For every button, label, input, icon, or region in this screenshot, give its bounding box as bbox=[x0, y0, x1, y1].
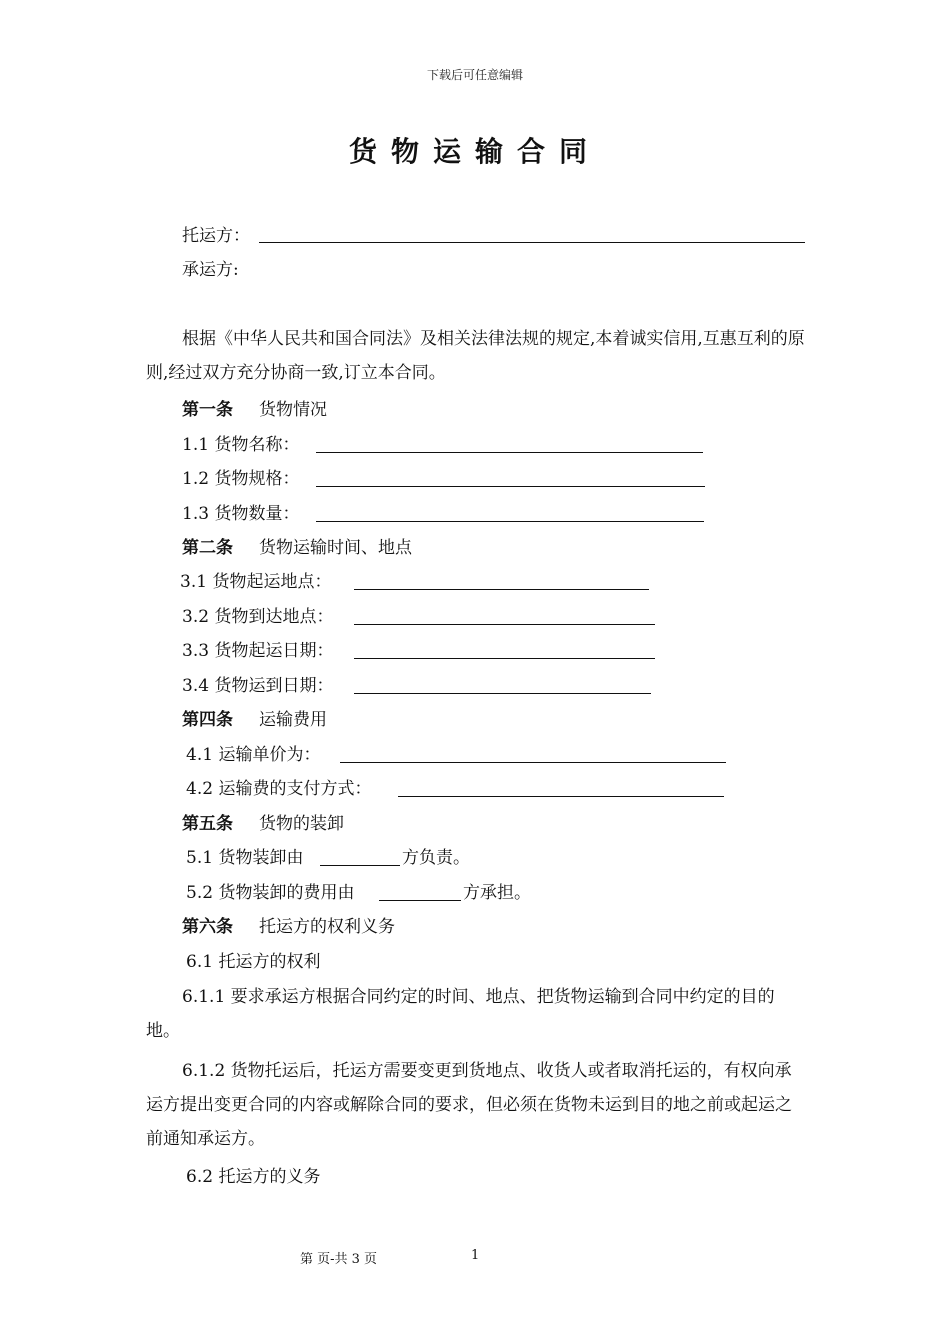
footer-page-text: 第 页-共 3 页 bbox=[300, 1252, 378, 1267]
article2-heading: 第二条 bbox=[182, 538, 233, 558]
article4-heading: 第四条 bbox=[182, 710, 233, 730]
paragraph-6-1-1: 6.1.1 要求承运方根据合同约定的时间、地点、把货物运输到合同中约定的目的地。 bbox=[146, 987, 775, 1041]
blank-5-1[interactable] bbox=[320, 865, 400, 866]
blank-1-3[interactable] bbox=[316, 521, 704, 522]
carrier-label: 承运方: bbox=[182, 260, 239, 280]
blank-1-1[interactable] bbox=[316, 452, 703, 453]
item-3-4: 3.4 货物运到日期： bbox=[182, 676, 334, 696]
blank-3-3[interactable] bbox=[354, 658, 655, 659]
item-4-1: 4.1 运输单价为： bbox=[186, 745, 321, 765]
article1-heading: 第一条 bbox=[182, 400, 233, 420]
article6-title: 托运方的权利义务 bbox=[259, 917, 395, 937]
article6-heading: 第六条 bbox=[182, 917, 233, 937]
item-5-1-pre: 5.1 货物装卸由 bbox=[186, 848, 304, 868]
header-note: 下载后可任意编辑 bbox=[426, 68, 523, 82]
blank-4-1[interactable] bbox=[340, 762, 726, 763]
item-5-2-post: 方承担。 bbox=[463, 883, 531, 903]
blank-3-4[interactable] bbox=[354, 693, 651, 694]
article1-title: 货物情况 bbox=[259, 400, 327, 420]
article5-title: 货物的装卸 bbox=[259, 814, 344, 834]
footer-page-number: 1 bbox=[471, 1248, 480, 1263]
item-5-1-post: 方负责。 bbox=[402, 848, 470, 868]
subsection-6-2: 6.2 托运方的义务 bbox=[186, 1167, 321, 1187]
shipper-label: 托运方： bbox=[182, 226, 250, 246]
paragraph-6-1-2: 6.1.2 货物托运后，托运方需要变更到货地点、收货人或者取消托运的，有权向承运方提出变更合同的内容或解除合同的要求，但必须在货物未运到目的地之前或起运之前通知承运方。 bbox=[146, 1061, 792, 1149]
article4-title: 运输费用 bbox=[259, 710, 327, 730]
item-3-2: 3.2 货物到达地点： bbox=[182, 607, 334, 627]
document-title: 货物运输合同 bbox=[348, 135, 601, 168]
article5-heading: 第五条 bbox=[182, 814, 233, 834]
subsection-6-1: 6.1 托运方的权利 bbox=[186, 952, 321, 972]
item-3-1: 3.1 货物起运地点： bbox=[180, 572, 332, 592]
intro-paragraph: 根据《中华人民共和国合同法》及相关法律法规的规定,本着诚实信用,互惠互利的原则,经过双方充分协商一致,订立本合同。 bbox=[146, 329, 805, 383]
item-1-1: 1.1 货物名称： bbox=[182, 435, 300, 455]
shipper-blank[interactable] bbox=[259, 242, 805, 243]
blank-3-2[interactable] bbox=[354, 624, 655, 625]
blank-3-1[interactable] bbox=[354, 589, 649, 590]
item-3-3: 3.3 货物起运日期： bbox=[182, 641, 334, 661]
blank-5-2[interactable] bbox=[379, 900, 461, 901]
item-4-2: 4.2 运输费的支付方式： bbox=[186, 779, 372, 799]
item-5-2-pre: 5.2 货物装卸的费用由 bbox=[186, 883, 355, 903]
item-1-2: 1.2 货物规格： bbox=[182, 469, 300, 489]
blank-4-2[interactable] bbox=[398, 796, 724, 797]
blank-1-2[interactable] bbox=[316, 486, 705, 487]
article2-title: 货物运输时间、地点 bbox=[259, 538, 412, 558]
item-1-3: 1.3 货物数量： bbox=[182, 504, 300, 524]
